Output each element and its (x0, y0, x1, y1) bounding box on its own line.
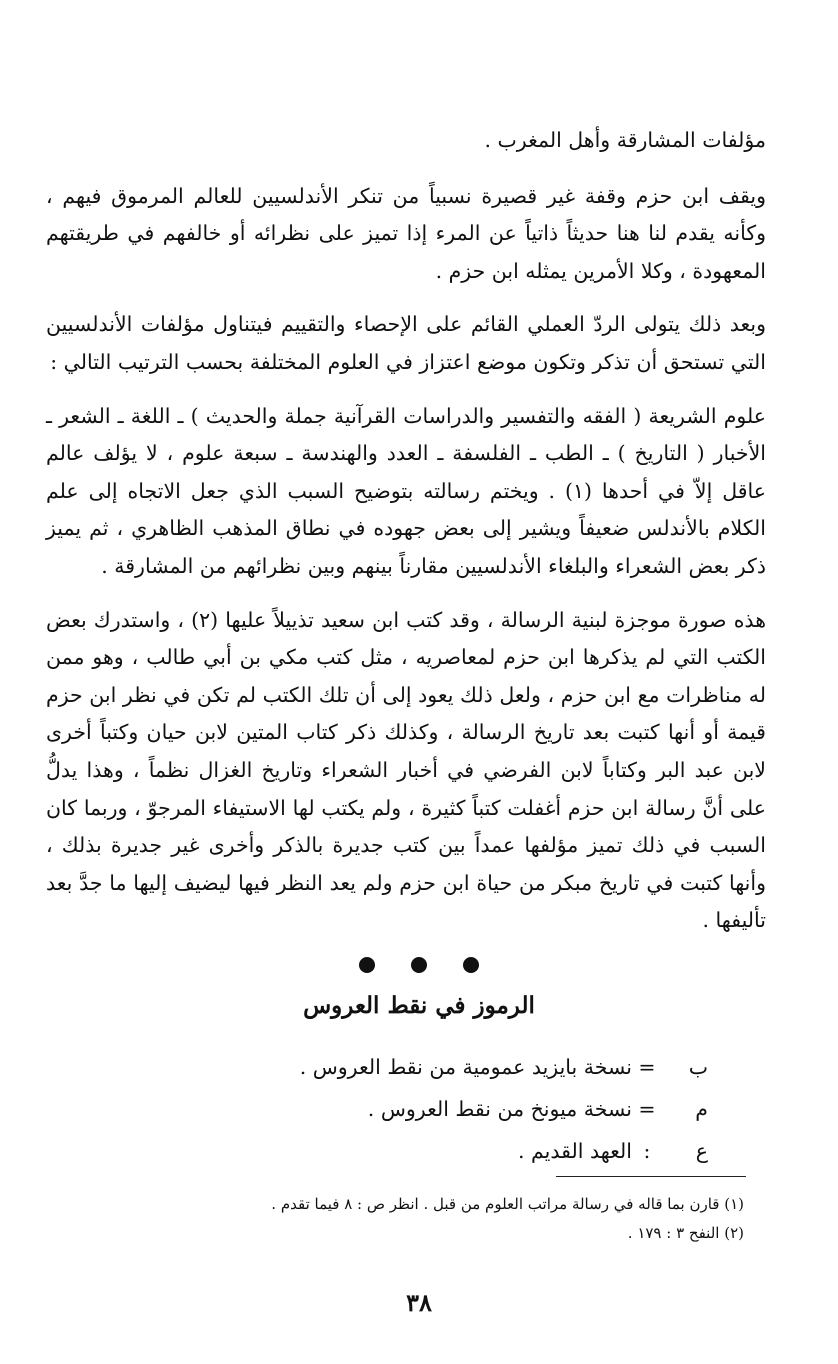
section-separator-dots (0, 950, 838, 980)
footnote: (٢) النفح ٣ : ١٧٩ . (627, 1224, 744, 1242)
separator-dot (359, 957, 375, 973)
footnotes (44, 1190, 744, 1248)
abbreviation-description: نسخة بايزيد عمومية من نقط العروس . (299, 1055, 632, 1079)
paragraph: علوم الشريعة ( الفقه والتفسير والدراسات القرآنية جملة والحديث ) ـ اللغة ـ الشعر ـ الأخبار ( التاريخ ) ـ الطب ـ الفلسفة ـ العدد والهندسة ـ سبعة علوم ، لا يؤلف عالم عاقل إلاّ في أحدها (١) . ويختم رسالته بتوضيح السبب الذي جعل الاتجاه إلى علم الكلام بالأندلس ضعيفاً ويشير إلى بعض جهوده في نطاق المذهب الظاهري ، ثم يميز ذكر بعض الشعراء والبلغاء الأندلسيين مقارناً بينهم وبين نظرائهم من المشارقة . (46, 403, 767, 578)
abbreviation-separator: = (638, 1097, 656, 1121)
separator-dot (463, 957, 479, 973)
page-number: ٣٨ (406, 1288, 432, 1317)
paragraph: وبعد ذلك يتولى الردّ العملي القائم على الإحصاء والتقييم فيتناول مؤلفات الأندلسيين التي تستحق أن تذكر وتكون موضع اعتزاز في العلوم المختلفة بحسب الترتيب التالي : (46, 312, 766, 374)
abbreviation-symbol: م (695, 1097, 708, 1121)
paragraph: مؤلفات المشارقة وأهل المغرب . (484, 128, 766, 152)
separator-dot (411, 957, 427, 973)
paragraph: هذه صورة موجزة لبنية الرسالة ، وقد كتب ابن سعيد تذييلاً عليها (٢) ، واستدرك بعض الكتب التي لم يذكرها ابن حزم لمعاصريه ، مثل كتب مكي بن أبي طالب ، وهو ممن له مناظرات مع ابن حزم ، ولعل ذلك يعود إلى أن تلك الكتب لم تكن في نظر ابن حزم قيمة أو أنها كتبت بعد تاريخ الرسالة ، وكذلك ذكر كتاب المتين لابن حيان وكتباً أخرى لابن عبد البر وكتاباً لابن الفرضي في أخبار الشعراء وتاريخ الغزال نظماً ، وهذا يدلُّ على أنَّ رسالة ابن حزم أغفلت كتباً كثيرة ، ولم يكتب لها الاستيفاء المرجوّ ، وربما كان السبب في ذلك تميز مؤلفها عمداً بين كتب جديرة بالذكر وأخرى غير جديرة بذلك ، وأنها كتبت في تاريخ مبكر من حياة ابن حزم ولم يعد النظر فيها ليضيف إليها ما جدَّ بعد تأليفها . (46, 607, 767, 933)
abbreviation-description: العهد القديم . (517, 1139, 632, 1163)
footnote: (١) قارن بما قاله في رسالة مراتب العلوم من قبل . انظر ص : ٨ فيما تقدم . (271, 1195, 744, 1213)
abbreviation-row (148, 1046, 708, 1088)
abbreviations-list (148, 1046, 708, 1172)
abbreviation-symbol: ع (695, 1139, 708, 1163)
abbreviations-title: الرموز في نقط العروس (303, 992, 535, 1019)
footnote-rule (556, 1176, 746, 1177)
abbreviation-row (148, 1088, 708, 1130)
abbreviation-row (148, 1130, 708, 1172)
abbreviation-description: نسخة ميونخ من نقط العروس . (367, 1097, 632, 1121)
body-text (46, 122, 766, 956)
abbreviation-separator: = (638, 1055, 656, 1079)
paragraph: ويقف ابن حزم وقفة غير قصيرة نسبياً من تنكر الأندلسيين للعالم المرموق فيهم ، وكأنه يقدم لنا هنا حديثاً ذاتياً عن المرء إذا تميز على نظرائه أو خالفهم في طريقتهم المعهودة ، وكلا الأمرين يمثله ابن حزم . (46, 183, 766, 283)
abbreviation-symbol: ب (688, 1055, 708, 1079)
abbreviation-separator: : (643, 1139, 651, 1163)
